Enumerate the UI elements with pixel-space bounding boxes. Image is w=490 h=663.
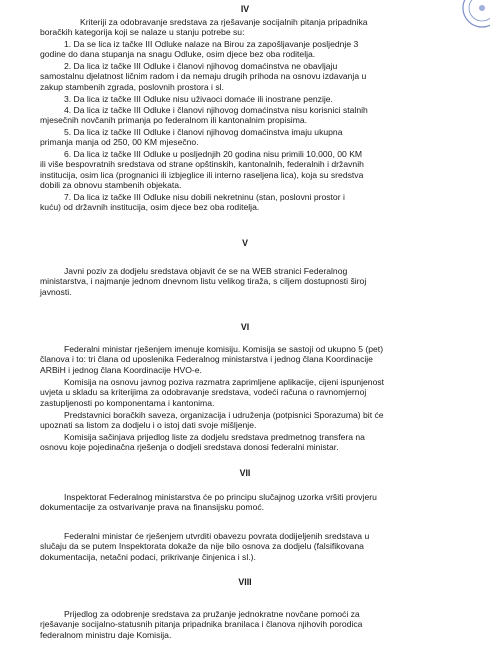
text-line: zakup stambenih zgrada, poslovnih prostora i sl. [40, 81, 224, 92]
text-line: 6. Da lica iz tačke III Odluke u posljednjih 20 godina nisu primili 10.000, 00 KM [64, 149, 363, 159]
text-line: Predstavnici boračkih saveza, organizacija i udruženja (potpisnici Sporazuma) bit će [64, 410, 384, 420]
text-line: javnosti. [40, 286, 72, 297]
text-line: uvjeta u skladu sa kriterijima za odobravanje sredstava, vodeći računa o ravnomjernoj [40, 387, 367, 398]
text-line: slučaju da se putem Inspektorata dokaže da nije bilo osnova za dodjelu (falsifikovana [40, 541, 364, 552]
text-line: federalnom ministru daje Komisija. [40, 629, 172, 640]
text-line: samostalnu djelatnost ličnim radom i da nemaju drugih prihoda na osnovu izdavanja u [40, 71, 367, 82]
section-vi-paragraph-4 [40, 432, 365, 453]
text-line: institucija, osim lica (prognanici ili izbjeglice ili interno raseljena lica), koja su sredstva [40, 169, 364, 180]
criteria-item-1 [40, 39, 358, 60]
text-line: Komisija na osnovu javnog poziva razmatra zaprimljene aplikacije, cijeni ispunjenost [64, 377, 385, 387]
text-line: rješavanje socijalno-statusnih pitanja pripadnika branilaca i članova njihovih porodica [40, 619, 363, 630]
text-line: mjesečnih novčanih primanja po federalnom ili kantonalnim propisima. [40, 115, 308, 126]
text-line: 2. Da lica iz tačke III Odluke i članovi njihovog domaćinstva ne obavljaju [64, 61, 338, 71]
section-heading-iv: IV [240, 4, 250, 14]
section-heading-viii: VIII [238, 577, 252, 587]
criteria-item-3 [40, 94, 333, 104]
text-line: zastupljenosti po komponentama i kantonima. [40, 397, 215, 408]
section-heading-vii: VII [239, 468, 251, 478]
text-line: 3. Da lica iz tačke III Odluke nisu uživaoci domaće ili inostrane penzije. [64, 94, 333, 104]
text-line: Federalni ministar rješenjem imenuje komisiju. Komisija se sastoji od ukupno 5 (pet) [64, 344, 384, 354]
section-iv-intro [40, 17, 368, 38]
section-viii-paragraph [40, 609, 362, 640]
text-line: godine do dana stupanja na snagu Odluke, osim djece bez oba roditelja. [40, 49, 316, 60]
text-line: Komisija sačinjava prijedlog liste za dodjelu sredstava predmetnog transfera na [64, 432, 365, 442]
criteria-item-6 [40, 149, 364, 191]
text-line: Inspektorat Federalnog ministarstva će po principu slučajnog uzorka vršiti provjeru [64, 492, 377, 502]
text-line: 4. Da lica iz tačke III Odluke i članovi njihovog domaćinstva nisu korisnici stalnih [64, 105, 368, 115]
section-vi-paragraph-3 [40, 410, 384, 431]
text-line: dokumentacija, netačni podaci, prikrivanje činjenica i sl.). [40, 551, 256, 562]
criteria-item-4 [40, 105, 368, 126]
text-line: Javni poziv za dodjelu sredstava objavit će se na WEB stranici Federalnog [64, 266, 348, 276]
text-line: boračkih kategorija koji se nalaze u stanju potrebe su: [40, 27, 245, 38]
text-line: Federalni ministar će rješenjem utvrditi obavezu povrata dodijeljenih sredstava u [64, 531, 370, 541]
section-vi-paragraph-1 [40, 344, 383, 375]
text-line: 7. Da lica iz tačke III Odluke nisu dobili nekretninu (stan, poslovni prostor i [64, 192, 345, 202]
text-line: upoznati sa listom za dodjelu i o istoj dati svoje mišljenje. [40, 420, 257, 431]
section-vi-paragraph-2 [40, 377, 384, 408]
text-line: kuću) od državnih institucija, osim djece bez oba roditelja. [40, 202, 260, 213]
text-line: ARBiH i jednog člana Koordinacije HVO-e. [40, 364, 202, 375]
text-line: Prijedlog za odobrenje sredstava za pružanje jednokratne novčane pomoći za [64, 609, 360, 619]
text-line: dokumentacije za ostvarivanje prava na finansijsku pomoć. [40, 502, 265, 513]
text-line: 1. Da se lica iz tačke III Odluke nalaze na Birou za zapošljavanje posljednje 3 [64, 39, 359, 49]
section-vii-paragraph-2 [40, 531, 369, 562]
section-v-paragraph [40, 266, 366, 297]
text-line: ministarstva, i najmanje jednom dnevnom listu velikog tiraža, s ciljem dostupnosti široj [40, 276, 367, 287]
text-line: 5. Da lica iz tačke III Odluke i članovi njihovog domaćinstva imaju ukupna [64, 127, 343, 137]
text-line: dobili za obnovu stambenih objekata. [40, 180, 182, 191]
criteria-item-5 [40, 127, 342, 148]
text-line: Kriteriji za odobravanje sredstava za rješavanje socijalnih pitanja pripadnika [80, 17, 368, 27]
text-line: članova i to: tri člana od uposlenika Federalnog ministarstva i jednog člana Koordinacije [40, 354, 373, 365]
text-line: primanja manja od 250, 00 KM mjesečno. [40, 137, 199, 148]
text-line: ili više bespovratnih sredstava od strane opštinskih, kantonalnih, federalnih i državnih [40, 159, 364, 170]
criteria-item-2 [40, 61, 366, 92]
section-vii-paragraph-1 [40, 492, 377, 513]
criteria-item-7 [40, 192, 345, 213]
section-heading-v: V [242, 238, 248, 248]
section-heading-vi: VI [240, 322, 250, 332]
text-line: osnovu koje pojedinačna rješenja o dodjeli sredstava donosi federalni ministar. [40, 442, 339, 453]
